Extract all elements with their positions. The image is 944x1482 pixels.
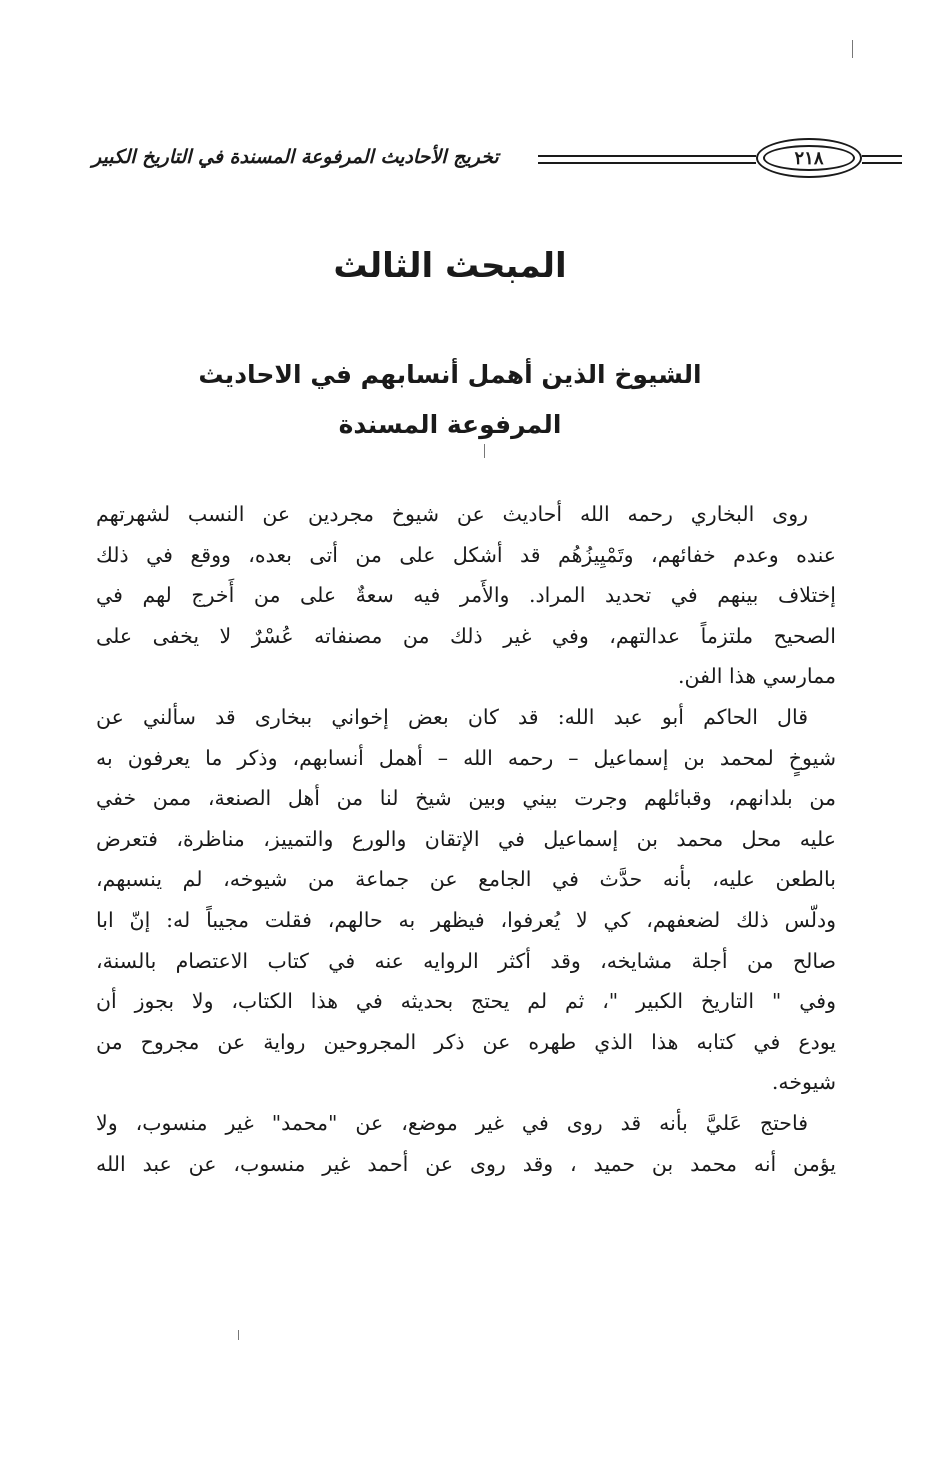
sub-heading-line-2: المرفوعة المسندة [338, 410, 562, 439]
text-line: فاحتج عَليَّ بأنه قد روى في غير موضع، عن "محمد" غير منسوب، ولا [96, 1110, 808, 1135]
running-title: تخريج الأحاديث المرفوعة المسندة في التاريخ الكبير [92, 146, 499, 168]
text-line: بالطعن عليه، بأنه حدَّث في الجامع عن جماعة من شيوخه، لم ينسبهم، [96, 867, 836, 892]
text-line: يودع في كتابه هذا الذي طهره عن ذكر المجروحين رواية عن مجروح من [96, 1029, 836, 1054]
page-number-cartouche [756, 138, 862, 178]
sub-heading-line-1: الشيوخ الذين أهمل أنسابهم في الاحاديث [198, 360, 702, 389]
text-line: يؤمن أنه محمد بن حميد ، وقد روى عن أحمد غير منسوب، عن عبد الله [96, 1151, 836, 1176]
text-line: عليه محل محمد بن إسماعيل في الإتقان والورع والتمييز، مناظرة، فتعرض [96, 826, 836, 851]
header-double-rule [538, 155, 756, 164]
body-text [96, 494, 836, 1184]
text-line: من بلدانهم، وقبائلهم وجرت بيني وبين شيخ لنا من أهل الصنعة، ممن خفي [96, 786, 836, 811]
text-line: شيوخه. [771, 1070, 836, 1095]
text-line: إختلاف بينهم في تحديد المراد. والأَمر فيه سعةٌ على من أَخرج لهم في [96, 583, 836, 608]
text-line: روى البخاري رحمه الله أحاديث عن شيوخ مجردين عن النسب لشهرتهم [96, 502, 808, 526]
text-line: الصحيح ملتزماً عدالتهم، وفي غير ذلك من مصنفاته عُسْرٌ لا يخفى على [96, 623, 836, 648]
scan-mark [852, 40, 853, 58]
paragraph-1 [96, 494, 836, 697]
scan-mark [484, 444, 485, 458]
scan-mark [238, 1330, 239, 1340]
text-line: صالح من أجلة مشايخه، وقد أكثر الروايه عنه في كتاب الاعتصام بالسنة، [96, 948, 836, 973]
text-line: ودلّس ذلك لضعفهم، كي لا يُعرفوا، فيظهر به حالهم، فقلت مجيباً له: إنّ ابا [96, 907, 836, 932]
header-double-rule-end [862, 155, 902, 164]
text-line: قال الحاكم أبو عبد الله: قد كان بعض إخواني ببخارى قد سألني عن [96, 704, 808, 729]
section-heading: المبحث الثالث [333, 246, 567, 286]
text-line: وفي " التاريخ الكبير "، ثم لم يحتج بحديثه في هذا الكتاب، ولا بجوز أن [96, 989, 836, 1014]
paragraph-3 [96, 1103, 836, 1184]
page-number: ٢١٨ [763, 145, 855, 171]
text-line: عنده وعدم خفائهم، وتَمْيِيزُهُم قد أشكل على من أتى بعده، ووقع في ذلك [96, 542, 836, 567]
paragraph-2 [96, 697, 836, 1103]
text-line: شيوخٍ لمحمد بن إسماعيل – رحمه الله – أهمل أنسابهم، وذكر ما يعرفون به [96, 745, 836, 770]
text-line: ممارسي هذا الفن. [678, 664, 836, 689]
sub-heading [0, 350, 900, 450]
running-header [92, 138, 832, 186]
